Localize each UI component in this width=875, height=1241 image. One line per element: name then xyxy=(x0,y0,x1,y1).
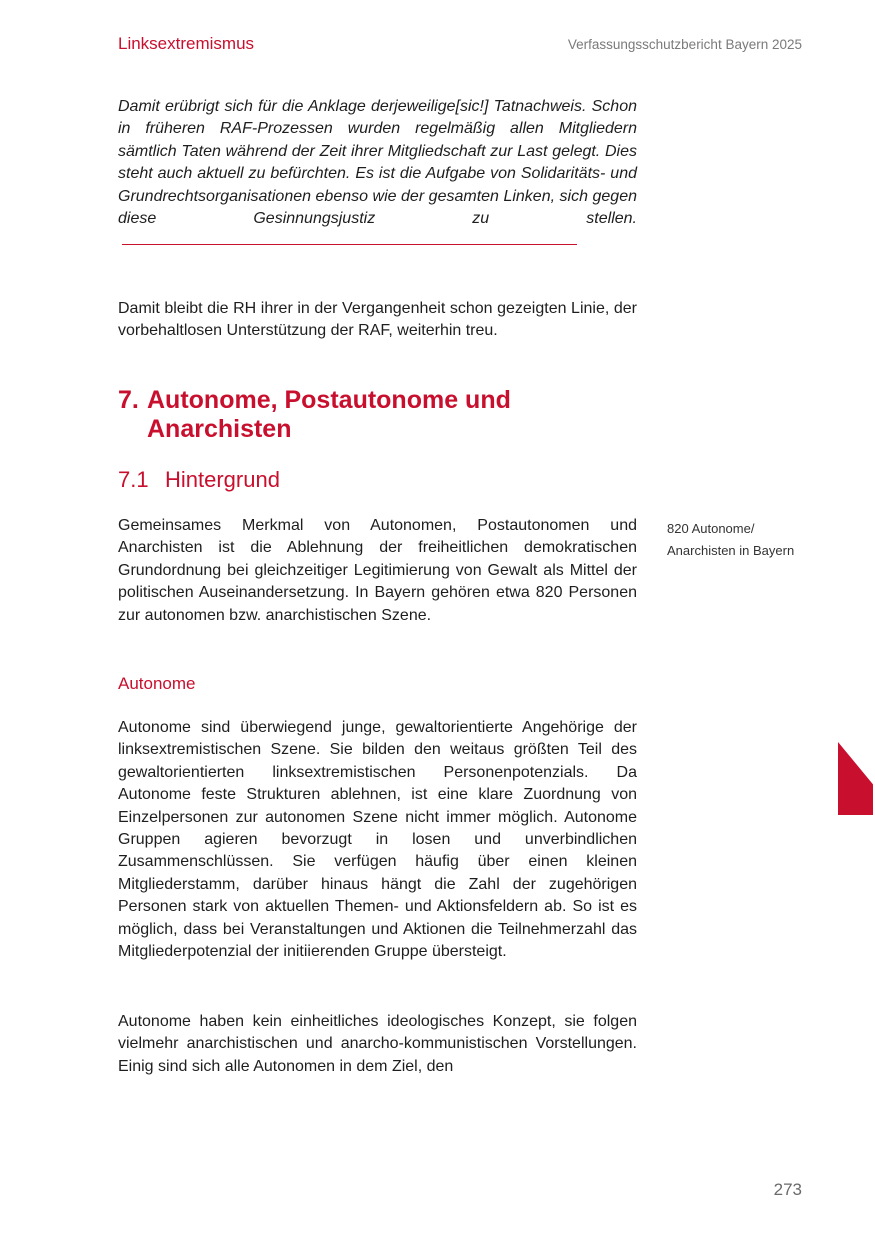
running-header-section: Linksextremismus xyxy=(118,34,255,53)
block-quote xyxy=(118,96,637,253)
section-title: Autonome, Postautonome und Anarchisten xyxy=(147,386,511,443)
subsection-number: 7.1 xyxy=(118,467,149,492)
subsection-heading-7-1 xyxy=(118,466,637,494)
paragraph-autonome-1: Autonome sind überwiegend junge, gewaltorientierte Angehörige der linksextremistischen Szene. Sie bilden den weitaus größten Teil des gewaltorientierten linksextremistischen Personenpotenzials. Da Autonome feste Strukturen ablehnen, ist eine klare Zuordnung von Einzelpersonen zur autonomen Szene nicht immer möglich. Autonome Gruppen agieren bevorzugt in losen und unverbindlichen Zusammenschlüssen. Sie verfügen häufig über einen kleinen Mitgliederstamm, darüber hinaus hängt die Zahl der zugehörigen Personen stark von aktuellen Themen- und Aktionsfeldern ab. So ist es möglich, dass bei Veranstaltungen und Aktionen die Teilnehmerzahl das Mitgliederpotenzial der initiierenden Gruppe übersteigt. xyxy=(118,719,637,961)
subheading-autonome: Autonome xyxy=(118,674,196,693)
paragraph-hintergrund: Gemeinsames Merkmal von Autonomen, Postautonomen und Anarchisten ist die Ablehnung der freiheitlichen demokratischen Grundordnung bei gleichzeitiger Legitimierung von Gewalt als Mittel der politischen Auseinandersetzung. In Bayern gehören etwa 820 Personen zur autonomen bzw. anarchistischen Szene. xyxy=(118,517,637,624)
page-number: 273 xyxy=(773,1180,802,1199)
quote-end-rule xyxy=(122,243,577,245)
quote-text: Damit erübrigt sich für die Anklage derjeweilige[sic!] Tatnachweis. Schon in früheren RAF-Prozessen wurden regelmäßig allen Mitgliedern sämtlich Taten während der Zeit ihrer Mitgliedschaft zur Last gelegt. Dies steht auch aktuell zu befürchten. Es ist die Aufgabe von Solidaritäts- und Grundrechtsorganisationen ebenso wie der gesamten Linken, sich gegen diese Gesinnungsjustiz zu stellen. xyxy=(118,98,637,228)
margin-note-line2: Anarchisten in Bayern xyxy=(667,543,795,558)
running-header-publication: Verfassungsschutzbericht Bayern 2025 xyxy=(567,37,802,52)
paragraph-autonome-2: Autonome haben kein einheitliches ideologisches Konzept, sie folgen vielmehr anarchistischen und anarcho-kommunistischen Vorstellungen. Einig sind sich alle Autonomen in dem Ziel, den xyxy=(118,1013,637,1075)
margin-note-line1: 820 Autonome/ xyxy=(667,521,755,536)
paragraph-rh: Damit bleibt die RH ihrer in der Vergangenheit schon gezeigten Linie, der vorbehaltlosen Unterstützung der RAF, weiterhin treu. xyxy=(118,300,637,340)
section-number: 7. xyxy=(118,386,139,414)
chapter-tab-marker xyxy=(838,742,873,815)
margin-note xyxy=(667,518,817,562)
section-heading-7 xyxy=(118,386,637,444)
subsection-title: Hintergrund xyxy=(165,467,280,492)
